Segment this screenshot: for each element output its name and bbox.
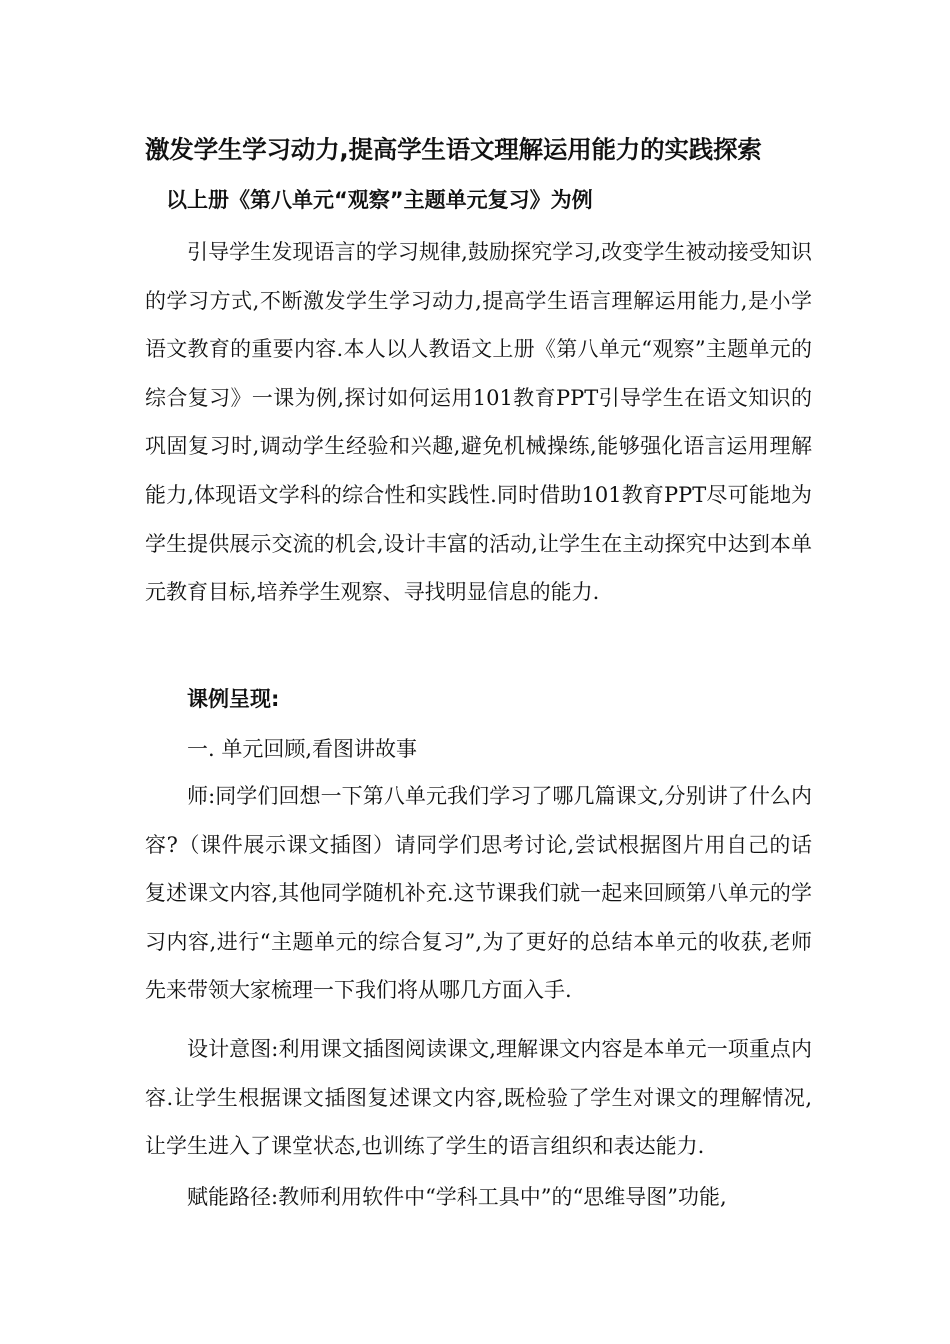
paragraph-design-intent: 设计意图:利用课文插图阅读课文,理解课文内容是本单元一项重点内容.让学生根据课文插图复述课文内容,既检验了学生对课文的理解情况,让学生进入了课堂状态,也训练了学生的语言组织和表达能力. — [145, 1037, 812, 1159]
document-subtitle: 以上册《第八单元“观察”主题单元复习》为例 — [166, 188, 593, 212]
section-heading-case: 课例呈现: — [187, 687, 280, 711]
document-title: 激发学生学习动力,提高学生语文理解运用能力的实践探索 — [145, 135, 762, 164]
paragraph-intro: 引导学生发现语言的学习规律,鼓励探究学习,改变学生被动接受知识的学习方式,不断激发学生学习动力,提高学生语言理解运用能力,是小学语文教育的重要内容.本人以人教语文上册《第八单元“观察”主题单元的综合复习》一课为例,探讨如何运用101教育PPT引导学生在语文知识的巩固复习时,调动学生经验和兴趣,避免机械操练,能够强化语言运用理解能力,体现语文学科的综合性和实践性.同时借助101教育PPT尽可能地为学生提供展示交流的机会,设计丰富的活动,让学生在主动探究中达到本单元教育目标,培养学生观察、寻找明显信息的能力. — [145, 240, 812, 605]
paragraph-empowerment-path: 赋能路径:教师利用软件中“学科工具中”的“思维导图”功能, — [187, 1185, 727, 1209]
paragraph-teacher: 师:同学们回想一下第八单元我们学习了哪几篇课文,分别讲了什么内容?（课件展示课文插图）请同学们思考讨论,尝试根据图片用自己的话复述课文内容,其他同学随机补充.这节课我们就一起来回顾第八单元的学习内容,进行“主题单元的综合复习”,为了更好的总结本单元的收获,老师先来带领大家梳理一下我们将从哪几方面入手. — [145, 784, 812, 1003]
section-heading-unit-review: 一. 单元回顾,看图讲故事 — [187, 737, 418, 761]
